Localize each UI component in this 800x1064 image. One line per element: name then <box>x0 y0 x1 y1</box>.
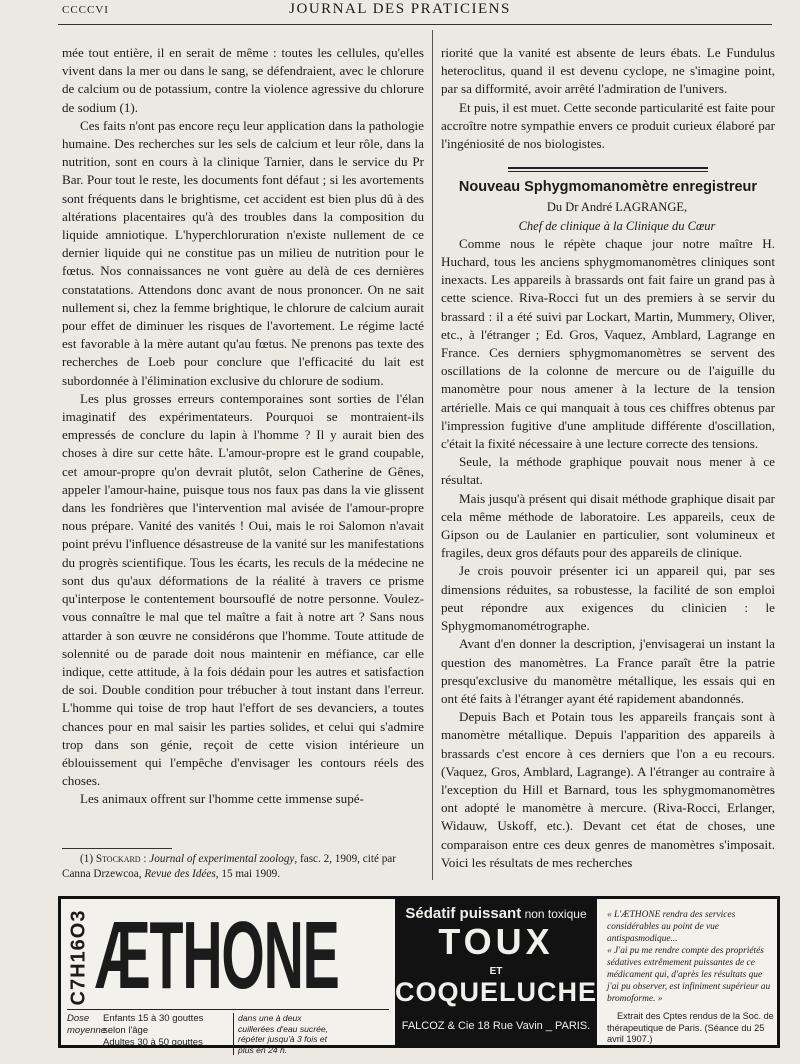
dose-label: Dose moyenne <box>67 1013 107 1036</box>
testimonial-line: « L'ÆTHONE rendra des services considérables au point de vue antispasmodique... <box>607 910 736 944</box>
chemical-formula: C7H16O3 <box>67 909 90 1005</box>
footnote: (1) Stockard : Journal of experimental zoology, fasc. 2, 1909, cité par Canna Drzewcoa, Revue des Idées, 15 mai 1909. <box>62 853 396 880</box>
column-separator <box>432 30 433 880</box>
footnote-review: Revue des Idées <box>144 868 216 880</box>
paragraph: Les plus grosses erreurs contemporaines sont sorties de l'élan imaginatif des expérimentateurs. Pourquoi se montraient-ils empressés de conclure du lapin à l'homme ? Il y aurait bien des choses à dire sur cette hâte. L'amour-propre est le grand coupable, cet amour-propre qu'on devrait plutôt, selon Catherine de Gênes, appeler l'amour-haine, puisque tous nos faux pas dans la vie glissent dans les fondrières que l'intervention mal avisée de l'amour-propre nous prépare. Vanité des vanités ! Oui, mais le roi Salomon n'avait point prévu l'influence désastreuse de la vanité sur les manifestations du progrès scientifique. Tous les écarts, les reculs de la médecine ne sont dus qu'aux déformations de la réalité à travers ce prisme qu'interpose le contentement boursouflé de notre personne. Voulez-vous connaître le mal que tel maître a fait à notre art ? Sans nous attarder à son œuvre ne considérons que l'homme. Toute attitude de solennité ou de parade doit nous maintenir en méfiance, car elle indique, cette attitude, à la fois dédain pour les autres et satisfaction de soi. Double condition pour trébucher à tout instant dans l'erreur. L'homme qui toise de trop haut l'effort de ses devanciers, a toutes chances pour en mal saisir les parties solides, et celui qui s'admire trop dans son génie, reçoit de cette vision intérieure un éblouissement qui l'empêche d'envisager les contours réels des choses. <box>62 390 424 789</box>
left-column <box>62 44 424 809</box>
footnote-date: , 15 mai 1909. <box>215 868 281 880</box>
ad-source: Extrait des Cptes rendus de la Soc. de thérapeutique de Paris. (Séance du 25 avril 1907.) <box>607 1011 774 1044</box>
paragraph: Ces faits n'ont pas encore reçu leur application dans la pathologie humaine. Des recherches sur les sels de calcium et leur rôle, dans la nutrition, sont en cours à la clinique Tarnier, dans le service du Pr Bar. Pour tout le reste, les documents font défaut ; si les avortements sont fréquents dans le brightisme, cet accident est bien plus dû à des altérations placentaires qu'à des troubles dans la composition du liquide amniotique. L'hyperchloruration n'existe nullement de ce dernier liquide qui ne constitue pas un milieu de nutrition pour le fœtus. Nos connaissances ne vont guère au delà de ces dernières constatations. Attendons donc avant de nous prononcer. On ne sait nullement si, chez la femme brightique, le chlorure de calcium aurait pour effet de diminuer les risques de l'avortement. Le régime lacté est favorable à la mère autant qu'au fœtus. Ne prenons pas texte des recherches de Loeb pour conclure que l'efficacité du lait est subordonnée à l'élimination exclusive du chlorure de sodium. <box>62 117 424 388</box>
paragraph: mée tout entière, il en serait de même : toutes les cellules, qu'elles vivent dans la mer ou dans le sang, se défendraient, avec le chlorure de calcium ou de potassium, contre la violence agressive du chlorure de sodium (1). <box>62 45 424 115</box>
testimonial-line: « J'ai pu me rendre compte des propriétés sédatives extrêmement puissantes de ce médicament qui, d'après les résultats que j'ai pu observer, est infiniment supérieur au bromoforme. » <box>607 946 771 1004</box>
paragraph: Avant d'en donner la description, j'envisagerai un instant la question des manomètres. La France paraît être la patrie presqu'exclusive du manomètre métallique, les essais qui en ont été faits à l'étranger ayant été rapidement abandonnés. <box>441 636 775 706</box>
advertisement <box>58 896 780 1055</box>
ad-address: FALCOZ & Cie 18 Rue Vavin _ PARIS. <box>401 1020 591 1032</box>
footnote-author: Stockard <box>95 853 141 865</box>
section-divider <box>508 167 708 172</box>
ad-et: ET <box>489 966 503 977</box>
journal-title: JOURNAL DES PRATICIENS <box>289 1 511 17</box>
ad-testimonial <box>607 909 775 1046</box>
article-title: Nouveau Sphygmomanomètre enregistreur <box>458 179 758 196</box>
footnote-journal: Journal of experimental zoology <box>149 853 295 865</box>
brand-logo: ÆTHONE <box>95 902 339 1009</box>
paragraph: Depuis Bach et Potain tous les appareils français sont à manomètre métallique. Depuis l'apparition des appareils à brassards c'est encore à ces derniers que l'on a eu recours. (Vaquez, Gros, Amblard, Lagrange). A l'étranger au contraire à l'exception du Hill et Barnard, tous les sphygmomanomètres ont adopté le manomètre à mercure. (Riva-Rocci, Erlanger, Widauw, Uskoff, etc.). Devant cet état de choses, une comparaison entre ces deux genres de manomètres s'imposait. Voici les résultats de mes recherches <box>441 709 775 870</box>
paragraph: Les animaux offrent sur l'homme cette immense supé- <box>80 791 364 807</box>
article-author: Du Dr André LAGRANGE, <box>546 200 688 215</box>
paragraph: Je crois pouvoir présenter ici un appareil qui, par ses dimensions réduites, sa robustesse, la facilité de son emploi peut répondre aux exigences du clinicien : le Sphygmomanométrographe. <box>441 563 775 634</box>
footnote-rule <box>62 848 172 849</box>
ad-center-panel <box>395 899 597 1045</box>
dosage-box <box>67 1009 389 1055</box>
header-rule <box>58 24 772 25</box>
paragraph: riorité que la vanité est absente de leurs ébats. Le Fundulus heteroclitus, quand il est devenu cyclope, ne s'imagine point, par sa difformité, avoir arrêté l'admiration de l'univers. <box>441 45 775 97</box>
ad-coqueluche: COQUELUCHE <box>395 977 598 1007</box>
dose-values <box>103 1013 223 1049</box>
article-author-role: Chef de clinique à la Clinique du Cœur <box>518 218 716 233</box>
paragraph: Comme nous le répète chaque jour notre maître H. Huchard, tous les anciens sphygmomanomètres cliniques sont inexacts. Les appareils à brassards ont fait faire un grand pas à cette science. Riva-Rocci fut un des premiers à se servir du brassard : il a été suivi par Lockart, Martin, Mummery, Oliver, etc., à l'étranger ; Ed. Gros, Vaquez, Amblard, Lagrange en France. Ces derniers sphygmomanomètres se servent des oscillations de la colonne de mercure ou de l'aiguille du manomètre pour nous amener à la lecture de la tension artérielle. Mais ce qui manquait à tous ces chiffres obtenus par l'impression fugitive d'une amplitude différente d'oscillation, c'était la fixité nécessaire à une lecture correcte des tensions. <box>441 235 775 452</box>
page-header <box>0 0 800 22</box>
page-number: CCCCVI <box>62 4 109 16</box>
footnote-details: , fasc. 2, 1909, cité par Canna Drzewcoa, <box>62 853 396 880</box>
dose-line-children: Enfants 15 à 30 gouttes selon l'âge <box>103 1013 204 1036</box>
paragraph: Et puis, il est muet. Cette seconde particularité est faite pour accroître notre sympathie envers ce produit curieux élaboré par l'ingéniosité de nos biologistes. <box>441 99 775 152</box>
dose-note: dans une à deux cuillerées d'eau sucrée, répéter jusqu'à 3 fois et plus en 24 h. <box>233 1013 338 1055</box>
dose-line-adults: Adultes 30 à 50 gouttes <box>103 1037 203 1048</box>
right-column <box>441 44 775 872</box>
paragraph: Mais jusqu'à présent qui disait méthode graphique disait par cela même méthode de laboratoire. Les appareils, ceux de Gipson ou de Laulanier en particulier, sont volumineux et fragiles, deux gros défauts pour des appareils de clinique. <box>441 490 775 561</box>
ad-toux: TOUX <box>438 921 554 962</box>
footnote-marker: (1) <box>80 853 94 865</box>
ad-tagline: Sédatif puissant non toxique <box>405 905 587 922</box>
paragraph: Seule, la méthode graphique pouvait nous mener à ce résultat. <box>441 454 775 488</box>
